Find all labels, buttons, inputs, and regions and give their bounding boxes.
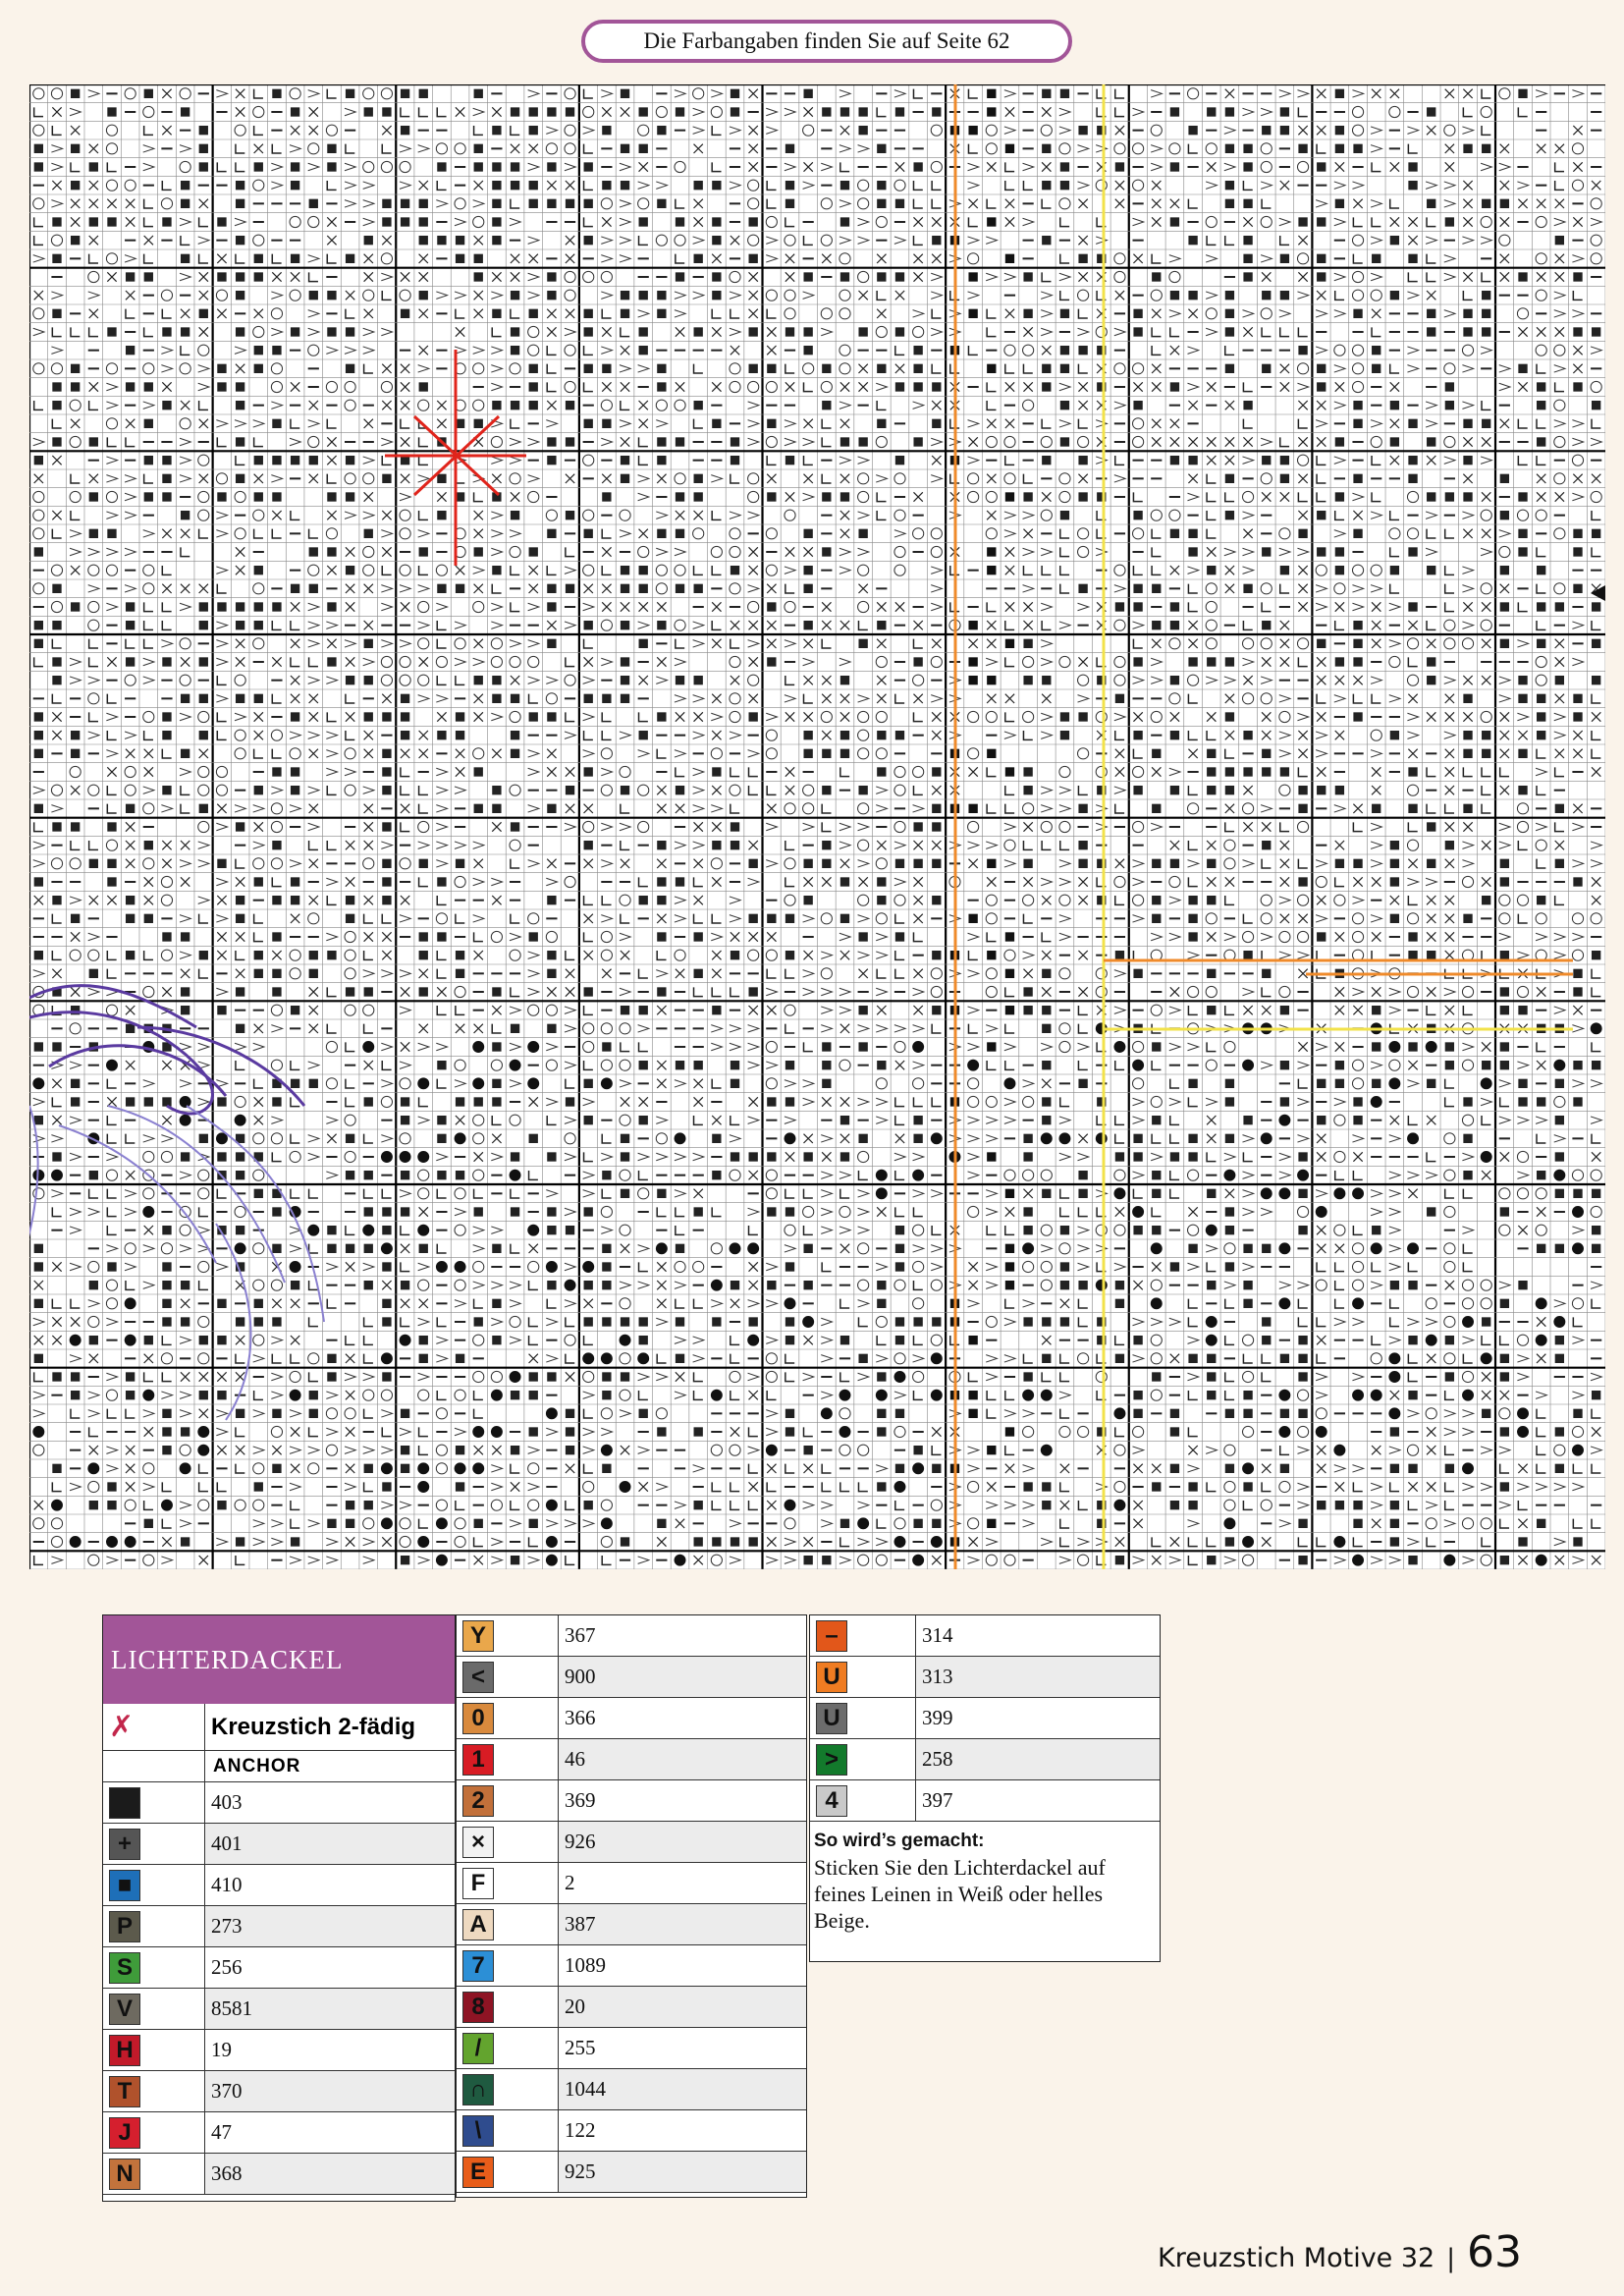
anchor-number: 368 <box>205 2154 455 2194</box>
legend-rows-3 <box>810 1615 1160 1822</box>
color-swatch: S <box>109 1952 140 1984</box>
instructions-text: Sticken Sie den Lichterdackel auf feines Leinen in Weiß oder helles Beige. <box>814 1855 1106 1933</box>
cross-stitch-chart <box>29 84 1605 1569</box>
legend-row <box>457 2110 806 2152</box>
legend-row <box>457 1945 806 1987</box>
anchor-number: 122 <box>559 2110 806 2151</box>
color-swatch: ∩ <box>462 2074 494 2105</box>
color-swatch: 2 <box>462 1785 494 1817</box>
notice-text: Die Farbangaben finden Sie auf Seite 62 <box>643 28 1010 53</box>
anchor-number: 397 <box>916 1780 1160 1821</box>
magazine-name: Kreuzstich Motive 32 <box>1158 2243 1435 2273</box>
color-swatch <box>109 1787 140 1819</box>
color-swatch: – <box>816 1620 847 1652</box>
anchor-number: 8581 <box>205 1989 455 2029</box>
legend-row <box>457 1698 806 1739</box>
page-number: 63 <box>1467 2227 1522 2277</box>
color-swatch: ■ <box>109 1870 140 1901</box>
anchor-number: 273 <box>205 1906 455 1946</box>
color-swatch: U <box>816 1703 847 1734</box>
brand-row <box>103 1751 455 1782</box>
legend-row <box>103 2030 455 2071</box>
color-swatch: \ <box>462 2115 494 2147</box>
color-swatch: A <box>462 1909 494 1941</box>
color-swatch: F <box>462 1868 494 1899</box>
legend-column-2 <box>456 1614 807 2198</box>
anchor-number: 367 <box>559 1615 806 1656</box>
legend-row <box>103 2154 455 2195</box>
page-footer <box>1158 2227 1522 2277</box>
anchor-number: 47 <box>205 2112 455 2153</box>
stitch-type-row <box>103 1704 455 1751</box>
anchor-number: 313 <box>916 1657 1160 1697</box>
color-swatch: 0 <box>462 1703 494 1734</box>
legend-row <box>457 2028 806 2069</box>
anchor-number: 256 <box>205 1947 455 1988</box>
legend-column-1 <box>102 1614 456 2202</box>
color-swatch: U <box>816 1662 847 1693</box>
legend-title: LICHTERDACKEL <box>103 1615 455 1704</box>
instructions-title: So wird’s gemacht: <box>814 1831 985 1851</box>
anchor-number: 20 <box>559 1987 806 2027</box>
legend-row <box>103 1865 455 1906</box>
color-swatch: / <box>462 2033 494 2064</box>
anchor-number: 2 <box>559 1863 806 1903</box>
color-swatch: E <box>462 2157 494 2188</box>
legend-row <box>810 1657 1160 1698</box>
anchor-number: 900 <box>559 1657 806 1697</box>
brand-label: ANCHOR <box>213 1755 301 1777</box>
color-info-notice <box>581 20 1072 63</box>
color-swatch: T <box>109 2076 140 2107</box>
anchor-number: 366 <box>559 1698 806 1738</box>
stitch-type-label: Kreuzstich 2-fädig <box>211 1713 416 1740</box>
legend-row <box>103 1824 455 1865</box>
legend-rows-1 <box>103 1782 455 2195</box>
anchor-number: 314 <box>916 1615 1160 1656</box>
legend-row <box>810 1739 1160 1780</box>
legend-row <box>457 1904 806 1945</box>
color-swatch: N <box>109 2159 140 2190</box>
cross-stitch-icon: ✗ <box>103 1704 205 1750</box>
legend-row <box>457 1657 806 1698</box>
anchor-number: 369 <box>559 1780 806 1821</box>
legend-row <box>810 1615 1160 1657</box>
anchor-number: 925 <box>559 2152 806 2192</box>
legend-row <box>103 1782 455 1824</box>
anchor-number: 46 <box>559 1739 806 1779</box>
legend-row <box>457 2152 806 2193</box>
legend-row <box>457 1863 806 1904</box>
anchor-number: 399 <box>916 1698 1160 1738</box>
anchor-number: 370 <box>205 2071 455 2111</box>
color-swatch: 7 <box>462 1950 494 1982</box>
color-swatch: 4 <box>816 1785 847 1817</box>
anchor-number: 403 <box>205 1782 455 1823</box>
color-swatch: P <box>109 1911 140 1942</box>
legend-rows-2 <box>457 1615 806 2193</box>
anchor-number: 255 <box>559 2028 806 2068</box>
anchor-number: 258 <box>916 1739 1160 1779</box>
anchor-number: 410 <box>205 1865 455 1905</box>
legend-row <box>810 1698 1160 1739</box>
legend-row <box>457 1987 806 2028</box>
anchor-number: 926 <box>559 1822 806 1862</box>
color-swatch: > <box>816 1744 847 1776</box>
legend-row <box>103 1947 455 1989</box>
anchor-number: 1044 <box>559 2069 806 2109</box>
legend-row <box>457 2069 806 2110</box>
legend-row <box>457 1615 806 1657</box>
anchor-number: 1089 <box>559 1945 806 1986</box>
footer-separator: | <box>1446 2244 1455 2273</box>
legend-row <box>103 2112 455 2154</box>
legend-row <box>457 1780 806 1822</box>
color-swatch: × <box>462 1827 494 1858</box>
legend-row <box>810 1780 1160 1822</box>
legend-column-3 <box>809 1614 1161 1962</box>
instructions <box>810 1822 1160 1938</box>
color-swatch: + <box>109 1829 140 1860</box>
anchor-number: 19 <box>205 2030 455 2070</box>
legend-row <box>457 1822 806 1863</box>
color-swatch: 1 <box>462 1744 494 1776</box>
legend-row <box>103 1906 455 1947</box>
legend-row <box>103 1989 455 2030</box>
anchor-number: 401 <box>205 1824 455 1864</box>
color-swatch: V <box>109 1994 140 2025</box>
legend-row <box>457 1739 806 1780</box>
anchor-number: 387 <box>559 1904 806 1944</box>
legend-row <box>103 2071 455 2112</box>
color-swatch: 8 <box>462 1992 494 2023</box>
color-swatch: H <box>109 2035 140 2066</box>
color-swatch: Y <box>462 1620 494 1652</box>
color-swatch: < <box>462 1662 494 1693</box>
color-swatch: J <box>109 2117 140 2149</box>
